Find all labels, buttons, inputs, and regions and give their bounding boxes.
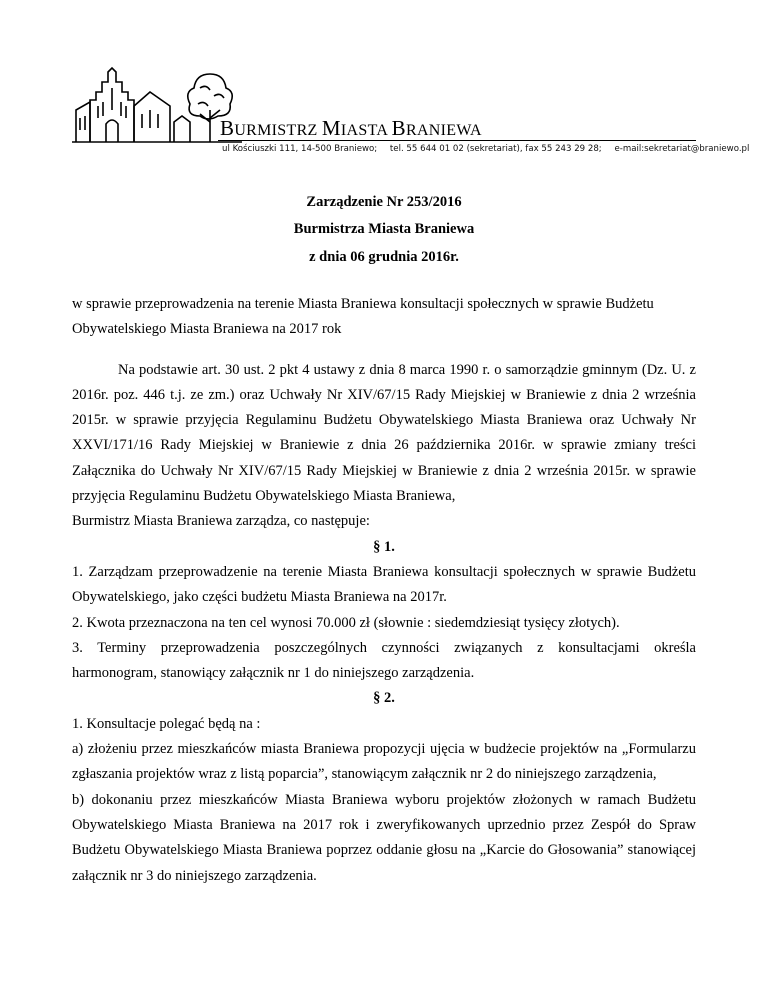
letterhead	[72, 66, 750, 158]
document-body	[72, 292, 696, 889]
legal-basis-paragraph: Na podstawie art. 30 ust. 2 pkt 4 ustawy z dnia 8 marca 1990 r. o samorządzie gminnym (Dz. U. z 2016r. poz. 446 t.j. ze zm.) oraz Uchwały Nr XIV/67/15 Rady Miejskiej w Braniewie z dnia 2 września 2015r. w sprawie przyjęcia Regulaminu Budżetu Obywatelskiego Miasta Braniewa oraz Uchwały Nr XXVI/171/16 Rady Miejskiej w Braniewie z dnia 26 października 2016r. w sprawie zmiany treści Załącznika do Uchwały Nr XIV/67/15 Rady Miejskiej w Braniewie z dnia 2 września 2015r. w sprawie przyjęcia Regulaminu Budżetu Obywatelskiego Miasta Braniewa,	[72, 361, 696, 505]
section-2-item-a: a) złożeniu przez mieszkańców miasta Braniewa propozycji ujęcia w budżecie projektów na „Formularzu zgłaszania projektów wraz z listą poparcia”, stanowiącym załącznik nr 2 do niniejszego zarządzenia,	[72, 741, 696, 783]
letterhead-contact	[222, 144, 759, 154]
letterhead-title-word: IASTA	[340, 122, 392, 139]
letterhead-email: e-mail:sekretariat@braniewo.pl	[614, 144, 750, 154]
town-hall-and-tree-logo	[72, 66, 242, 146]
section-1-item-3: 3. Terminy przeprowadzenia poszczególnych czynności związanych z konsultacjami określa harmonogram, stanowiący załącznik nr 1 do niniejszego zarządzenia.	[72, 639, 696, 682]
section-1-item-2: 2. Kwota przeznaczona na ten cel wynosi 70.000 zł (słownie : siedemdziesiąt tysięcy złotych).	[72, 614, 620, 631]
section-1-item-1: 1. Zarządzam przeprowadzenie na terenie Miasta Braniewa konsultacji społecznych w sprawie Budżetu Obywatelskiego, jako części budżetu Miasta Braniewa na 2017r.	[72, 563, 696, 606]
letterhead-title	[220, 116, 482, 141]
letterhead-title-initial: B	[391, 116, 406, 140]
letterhead-divider	[218, 140, 696, 141]
document-subject: w sprawie przeprowadzenia na terenie Miasta Braniewa konsultacji społecznych w sprawie Budżetu Obywatelskiego Miasta Braniewa na 2017 rok	[72, 296, 654, 338]
document-title: Zarządzenie Nr 253/2016	[306, 194, 462, 210]
spacer	[72, 343, 696, 358]
section-2-intro: 1. Konsultacje polegać będą na :	[72, 715, 261, 732]
letterhead-phone: tel. 55 644 01 02 (sekretariat), fax 55 243 29 28;	[389, 144, 602, 154]
letterhead-title-initial: B	[220, 116, 235, 140]
section-2-heading: § 2.	[373, 690, 395, 707]
letterhead-title-initial: M	[321, 116, 341, 140]
letterhead-address: ul Kościuszki 111, 14-500 Braniewo;	[222, 144, 378, 154]
document-date: z dnia 06 grudnia 2016r.	[309, 249, 459, 265]
decree-statement: Burmistrz Miasta Braniewa zarządza, co następuje:	[72, 513, 370, 530]
letterhead-title-word: URMISTRZ	[234, 122, 322, 139]
letterhead-title-word: RANIEWA	[405, 122, 482, 139]
document-issuer: Burmistrza Miasta Braniewa	[293, 221, 475, 237]
section-2-item-b: b) dokonaniu przez mieszkańców Miasta Braniewa wyboru projektów złożonych w ramach Budżetu Obywatelskiego Miasta Braniewa na 2017 rok i zweryfikowanych uprzednio przez Zespół do Spraw Budżetu Obywatelskiego Miasta Braniewa poprzez oddanie głosu na „Karcie do Głosowania” stanowiącej załącznik nr 3 do niniejszego zarządzenia.	[72, 791, 696, 884]
section-1-heading: § 1.	[373, 538, 395, 555]
